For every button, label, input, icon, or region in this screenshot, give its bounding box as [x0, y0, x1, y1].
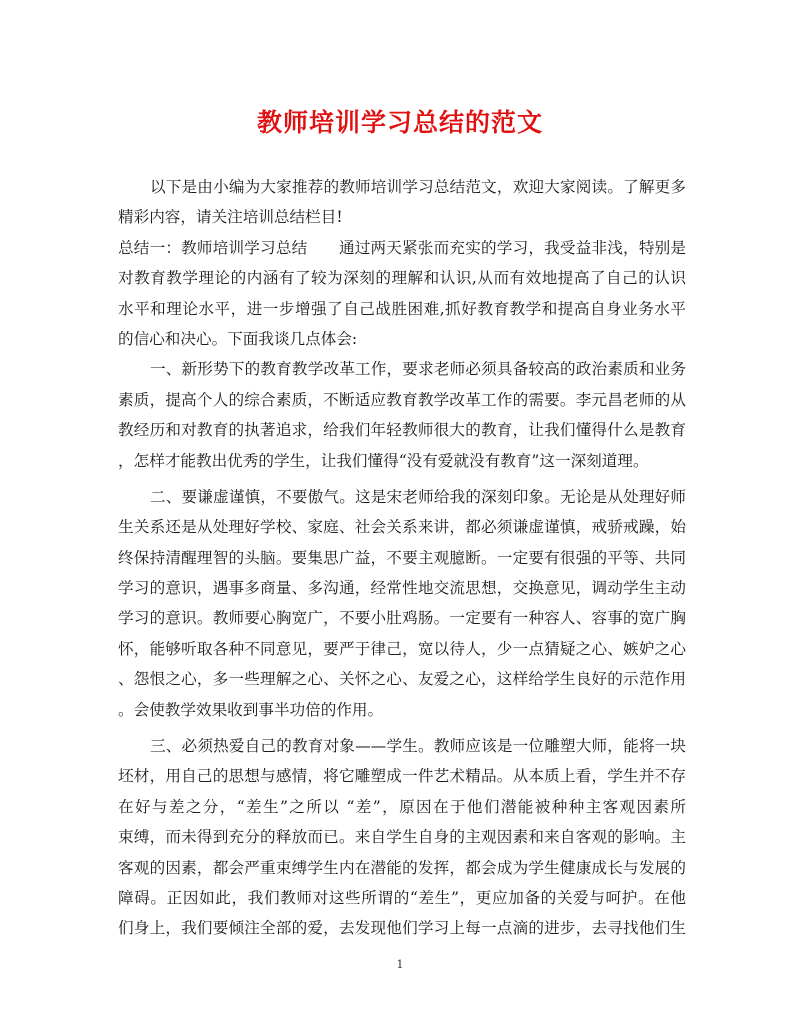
- text-line: 素质，提高个人的综合素质，不断适应教育教学改革工作的需要。李元昌老师的从: [118, 390, 686, 409]
- text-line: 、怨恨之心，多一些理解之心、关怀之心、友爱之心，这样给学生良好的示范作用: [118, 670, 686, 689]
- text-line: 教经历和对教育的执著追求，给我们年轻教师很大的教育，让我们懂得什么是教育: [118, 421, 686, 440]
- text-line: 怀，能够听取各种不同意见，要严于律己，宽以待人，少一点猜疑之心、嫉妒之心: [118, 639, 686, 658]
- text-line: 以下是由小编为大家推荐的教师培训学习总结范文，欢迎大家阅读。了解更多: [150, 178, 686, 196]
- text-line: 坯材，用自己的思想与感情，将它雕塑成一件艺术精品。从本质上看，学生并不存: [118, 767, 686, 786]
- text-line: 在好与差之分，“差生”之所以 “差”，原因在于他们潜能被种种主客观因素所: [118, 797, 686, 816]
- text-line: 二、要谦虚谨慎，不要傲气。这是宋老师给我的深刻印象。无论是从处理好师: [150, 487, 686, 506]
- text-line: 学习的意识。教师要心胸宽广，不要小肚鸡肠。一定要有一种容人、容事的宽广胸: [118, 609, 686, 628]
- text-line: 学习的意识，遇事多商量、多沟通，经常性地交流思想，交换意见，调动学生主动: [118, 579, 686, 598]
- text-line: ，怎样才能教出优秀的学生，让我们懂得“没有爱就没有教育”这一深刻道理。: [118, 451, 649, 470]
- text-line: 三、必须热爱自己的教育对象——学生。教师应该是一位雕塑大师，能将一块: [150, 737, 686, 756]
- text-line: 的信心和决心。下面我谈几点体会:: [118, 329, 358, 348]
- text-line: 障碍。正因如此，我们教师对这些所谓的“差生”，更应加备的关爱与呵护。在他: [118, 888, 686, 907]
- text-line: 客观的因素，都会严重束缚学生内在潜能的发挥，都会成为学生健康成长与发展的: [118, 858, 686, 877]
- document-body: [118, 172, 686, 944]
- text-line: 们身上，我们要倾注全部的爱，去发现他们学习上每一点滴的进步，去寻找他们生: [118, 919, 686, 938]
- text-line: 总结一：教师培训学习总结 通过两天紧张而充实的学习，我受益非浅，特别是: [118, 238, 686, 257]
- text-line: 对教育教学理论的内涵有了较为深刻的理解和认识,从而有效地提高了自己的认识: [118, 269, 686, 288]
- page-number: 1: [396, 958, 404, 971]
- text-line: 生关系还是从处理好学校、家庭、社会关系来讲，都必须谦虚谨慎，戒骄戒躁，始: [118, 518, 686, 537]
- text-line: 。会使教学效果收到事半功倍的作用。: [118, 700, 384, 719]
- text-line: 水平和理论水平，进一步增强了自己战胜困难,抓好教育教学和提高自身业务水平: [118, 299, 686, 318]
- text-line: 束缚，而未得到充分的释放而已。来自学生自身的主观因素和来自客观的影响。主: [118, 828, 686, 847]
- text-line: 一、新形势下的教育教学改革工作，要求老师必须具备较高的政治素质和业务: [150, 360, 686, 379]
- text-line: 终保持清醒理智的头脑。要集思广益，不要主观臆断。一定要有很强的平等、共同: [118, 548, 686, 567]
- text-line: 精彩内容，请关注培训总结栏目!: [118, 208, 343, 227]
- document-title: 教师培训学习总结的范文: [256, 108, 543, 137]
